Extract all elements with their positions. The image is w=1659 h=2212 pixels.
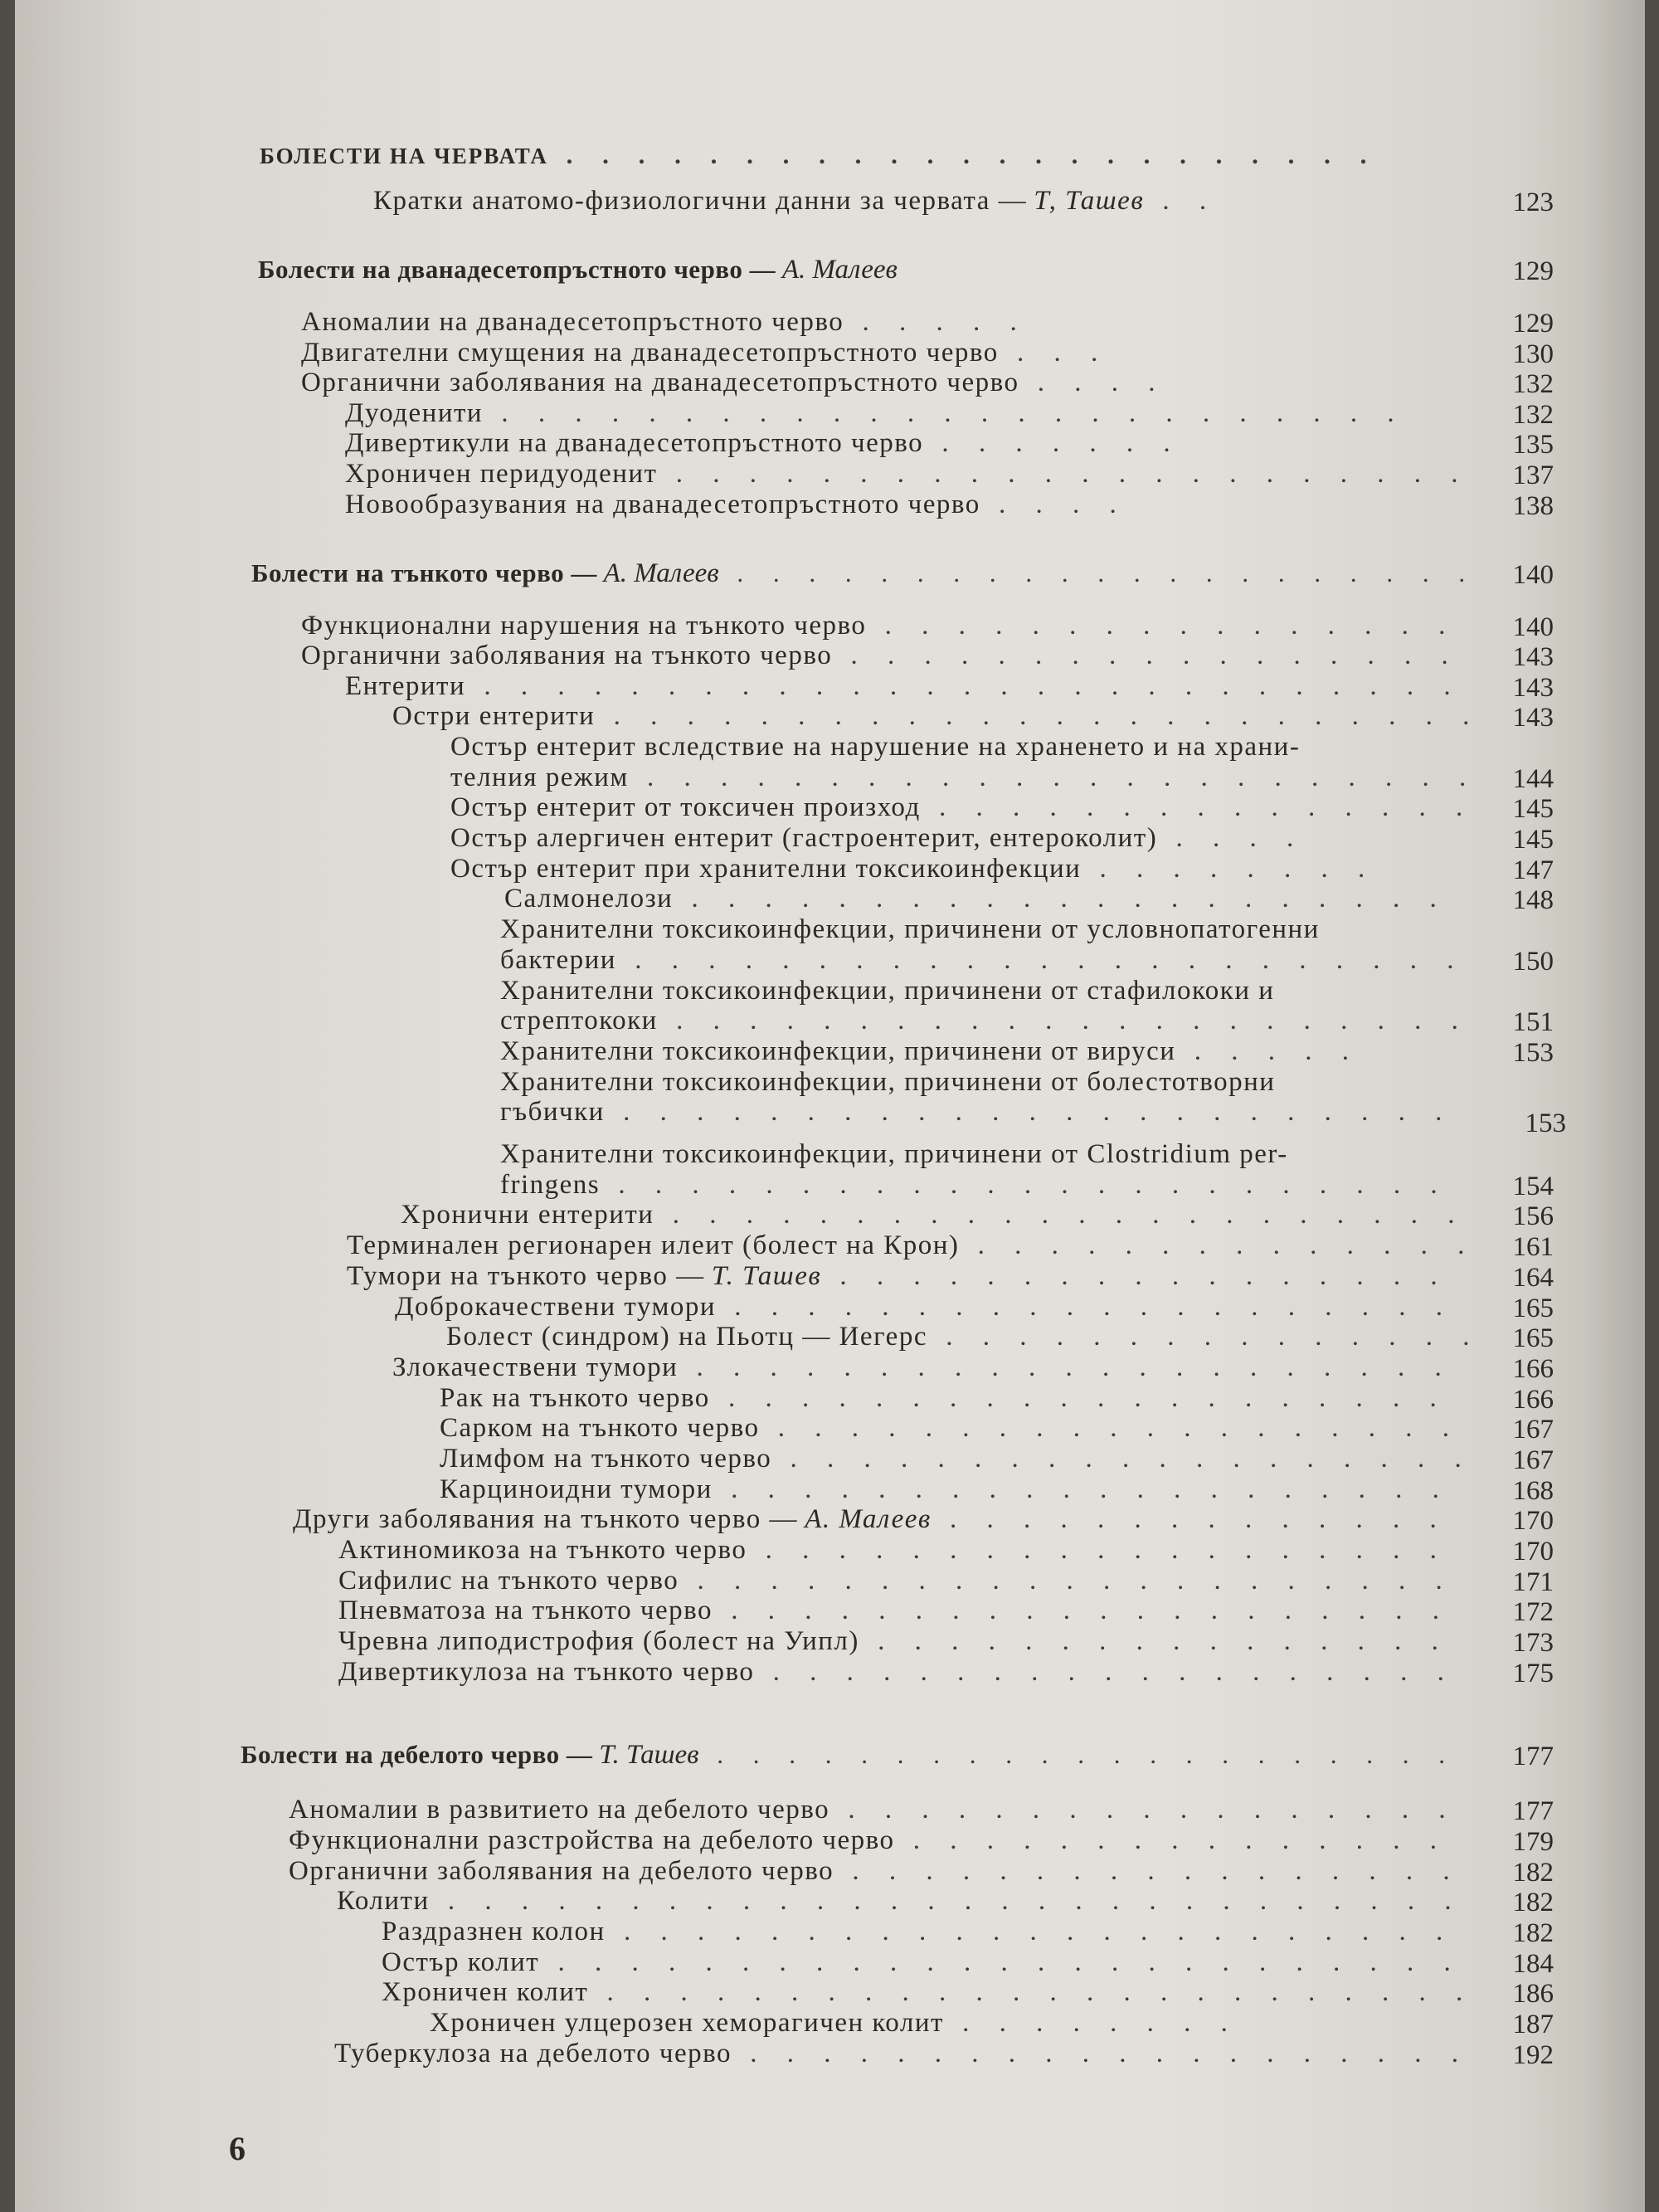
toc-entry: Органични заболявания на тънкото черво . . . . . . . . . . . . . . . . .	[301, 641, 1460, 670]
toc-entry	[500, 975, 1274, 1006]
toc-page-number: 129	[1512, 256, 1554, 286]
toc-page-number: 170	[1512, 1506, 1554, 1536]
toc-page-number: 175	[1512, 1659, 1554, 1688]
toc-page-number: 186	[1512, 1979, 1554, 2009]
toc-entry: Тумори на тънкото черво — Т. Ташев . . . . . . . . . . . . . . . . .	[347, 1261, 1449, 1291]
toc-entry: Хроничен улцерозен хеморагичен колит . . . . . . . .	[430, 2008, 1239, 2038]
toc-entry: Аномалии на дванадесетопръстното черво . . . . .	[301, 307, 1029, 337]
toc-page-number: 166	[1512, 1354, 1554, 1384]
toc-entry: fringens . . . . . . . . . . . . . . . . . . . . . . .	[500, 1170, 1449, 1200]
toc-page-number: 170	[1512, 1537, 1554, 1566]
toc-entry: Аномалии в развитието на дебелото черво . . . . . . . . . . . . . . . . .	[289, 1795, 1457, 1825]
toc-entry-text: Хранителни токсикоинфекции, причинени от условнопатогенни	[500, 914, 1320, 944]
toc-entry-text: Дивертикули на дванадесетопръстното черво	[345, 428, 924, 458]
toc-entry-text: Остър алергичен ентерит (гастроентерит, ентероколит)	[450, 823, 1158, 853]
toc-entry: Хроничен перидуоденит . . . . . . . . . . . . . . . . . . . . . .	[345, 459, 1470, 489]
toc-page-number: 164	[1512, 1263, 1554, 1293]
toc-entry-text: Остър ентерит при хранителни токсикоинфекции	[450, 854, 1082, 884]
toc-page-number: 138	[1512, 491, 1554, 521]
toc-entry-text: Остър ентерит от токсичен произход	[450, 792, 921, 822]
toc-entry-author: Т. Ташев	[599, 1740, 699, 1770]
toc-entry	[500, 1138, 1288, 1170]
toc-page-number: 182	[1512, 1918, 1554, 1948]
toc-entry: Остър алергичен ентерит (гастроентерит, ентероколит) . . . .	[450, 823, 1306, 853]
toc-page-number: 172	[1512, 1597, 1554, 1627]
toc-entry-text: БОЛЕСТИ НА ЧЕРВАТА	[260, 144, 548, 168]
toc-entry-author: Т. Ташев	[711, 1261, 822, 1291]
toc-page-number: 137	[1512, 460, 1554, 490]
toc-page-number: 145	[1512, 825, 1554, 855]
toc-page-number: 161	[1512, 1232, 1554, 1262]
toc-entry	[500, 1066, 1275, 1098]
toc-entry-text: Органични заболявания на дебелото черво	[289, 1856, 834, 1886]
toc-entry: Карциноидни тумори . . . . . . . . . . . . . . . . . . . .	[440, 1474, 1451, 1504]
toc-entry-text: Кратки анатомо-физиологични данни за червата —	[373, 186, 1028, 216]
toc-entry-text: Аномалии в развитието на дебелото черво	[289, 1795, 830, 1825]
toc-page-number: 153	[1512, 1038, 1554, 1068]
toc-entry: Кратки анатомо-физиологични данни за червата — Т, Ташев . .	[373, 186, 1219, 216]
toc-entry: Органични заболявания на дебелото черво . . . . . . . . . . . . . . . . .	[289, 1856, 1462, 1886]
toc-entry-text: Терминален регионарен илеит (болест на Крон)	[347, 1230, 960, 1260]
toc-page-number: 143	[1512, 703, 1554, 733]
toc-entry-text: Колити	[337, 1886, 430, 1916]
toc-entry: Злокачествени тумори . . . . . . . . . . . . . . . . . . . . .	[392, 1352, 1453, 1382]
toc-entry: Терминален регионарен илеит (болест на Крон) . . . . . . . . . . . . . .	[347, 1230, 1477, 1260]
toc-page-number: 145	[1512, 794, 1554, 824]
toc-page-number: 166	[1512, 1385, 1554, 1415]
toc-chapter-heading: Болести на тънкото черво — А. Малеев . . . . . . . . . . . . . . . . . . . . .	[251, 558, 1477, 588]
toc-entry-text: гъбички	[500, 1097, 605, 1127]
toc-entry-text: Сифилис на тънкото черво	[338, 1566, 679, 1596]
toc-section-heading: БОЛЕСТИ НА ЧЕРВАТА . . . . . . . . . . . . . . . . . . . . . . .	[260, 140, 1379, 169]
toc-page-number: 140	[1512, 560, 1554, 590]
toc-page-number: 173	[1512, 1628, 1554, 1658]
toc-entry-text: Аномалии на дванадесетопръстното черво	[301, 307, 844, 337]
toc-chapter-heading	[258, 254, 898, 285]
toc-entry: Ентерити . . . . . . . . . . . . . . . . . . . . . . . . . . .	[345, 671, 1462, 701]
toc-page-number: 123	[1512, 188, 1554, 217]
toc-entry-text: Остър колит	[382, 1947, 540, 1977]
toc-entry: Хронични ентерити . . . . . . . . . . . . . . . . . . . . . .	[401, 1200, 1467, 1230]
toc-entry: Сарком на тънкото черво . . . . . . . . . . . . . . . . . . .	[440, 1413, 1461, 1443]
toc-entry: Дивертикулоза на тънкото черво . . . . . . . . . . . . . . . . . . .	[338, 1657, 1456, 1687]
toc-entry-text: Лимфом на тънкото черво	[440, 1444, 772, 1474]
toc-entry-text: Туберкулоза на дебелото черво	[334, 2039, 732, 2068]
toc-entry: Актиномикоза на тънкото черво . . . . . . . . . . . . . . . . . . .	[338, 1535, 1448, 1565]
toc-page-number: 177	[1512, 1796, 1554, 1826]
toc-page-number: 182	[1512, 1888, 1554, 1917]
toc-entry-text: Хранителни токсикоинфекции, причинени от вируси	[500, 1036, 1176, 1066]
toc-entry-text: Актиномикоза на тънкото черво	[338, 1535, 747, 1565]
toc-entry: Лимфом на тънкото черво . . . . . . . . . . . . . . . . . . .	[440, 1444, 1473, 1474]
toc-entry: Органични заболявания на дванадесетопръстното черво . . . .	[301, 368, 1167, 397]
toc-page-number: 165	[1512, 1294, 1554, 1323]
toc-entry-text: Хронични ентерити	[401, 1200, 654, 1230]
toc-entry: бактерии . . . . . . . . . . . . . . . . . . . . . . .	[500, 945, 1466, 975]
table-of-contents	[15, 0, 1645, 2212]
toc-entry-text: Карциноидни тумори	[440, 1474, 713, 1504]
toc-page-number: 179	[1512, 1827, 1554, 1857]
toc-page-number: 150	[1512, 947, 1554, 977]
toc-page-number: 153	[1525, 1108, 1566, 1138]
toc-page-number: 184	[1512, 1949, 1554, 1979]
toc-entry-text: Болести на дебелото черво —	[241, 1740, 593, 1769]
toc-entry: Дуоденити . . . . . . . . . . . . . . . . . . . . . . . . .	[345, 398, 1406, 428]
toc-page-number: 143	[1512, 673, 1554, 703]
toc-entry-text: Дуоденити	[345, 398, 484, 428]
toc-page-number: 129	[1512, 309, 1554, 339]
toc-entry: Функционални разстройства на дебелото черво . . . . . . . . . . . . . . .	[289, 1825, 1449, 1855]
toc-page-number: 168	[1512, 1476, 1554, 1506]
toc-entry-text: Пневматоза на тънкото черво	[338, 1596, 713, 1625]
toc-entry-text: Хранителни токсикоинфекции, причинени от стафилококи и	[500, 976, 1275, 1006]
toc-entry-text: Остър ентерит вследствие на нарушение на храненето и на храни-	[450, 732, 1301, 762]
toc-entry-text: Други заболявания на тънкото черво —	[293, 1504, 798, 1534]
toc-entry-author: А. Малеев	[781, 255, 898, 285]
toc-entry: Сифилис на тънкото черво . . . . . . . . . . . . . . . . . . . . .	[338, 1566, 1454, 1596]
toc-page-number: 140	[1512, 612, 1554, 642]
toc-entry	[450, 731, 1300, 763]
toc-entry: Хроничен колит . . . . . . . . . . . . . . . . . . . . . . . .	[382, 1977, 1475, 2007]
toc-entry-text: Органични заболявания на тънкото черво	[301, 641, 833, 670]
toc-entry-text: Хранителни токсикоинфекции, причинени от болестотворни	[500, 1067, 1276, 1097]
toc-entry: телния режим . . . . . . . . . . . . . . . . . . . . . . .	[450, 763, 1478, 792]
toc-entry: Функционални нарушения на тънкото черво . . . . . . . . . . . . . . . .	[301, 611, 1457, 641]
page-number: 6	[229, 2130, 246, 2167]
toc-entry: Хранителни токсикоинфекции, причинени от вируси . . . . .	[500, 1036, 1360, 1066]
toc-page-number: 156	[1512, 1201, 1554, 1231]
toc-entry-text: Болести на дванадесетопръстното черво —	[258, 255, 776, 284]
toc-entry-author: А. Малеев	[603, 558, 719, 588]
toc-entry-text: Рак на тънкото черво	[440, 1383, 710, 1413]
toc-page-number: 132	[1512, 400, 1554, 430]
toc-entry: Болест (синдром) на Пьотц — Иегерс . . . . . . . . . . . . . . .	[446, 1322, 1481, 1352]
toc-entry: гъбички . . . . . . . . . . . . . . . . . . . . . . .	[500, 1097, 1454, 1127]
toc-page-number: 132	[1512, 369, 1554, 399]
toc-entry-text: Хроничен перидуоденит	[345, 459, 658, 489]
toc-entry: Двигателни смущения на дванадесетопръстното черво . . .	[301, 338, 1110, 368]
toc-entry-text: Функционални разстройства на дебелото черво	[289, 1825, 895, 1855]
toc-entry-text: Сарком на тънкото черво	[440, 1413, 760, 1443]
toc-entry-text: Ентерити	[345, 671, 466, 701]
toc-entry-text: Салмонелози	[504, 884, 674, 914]
toc-entry-text: Двигателни смущения на дванадесетопръстното черво	[301, 338, 999, 368]
toc-entry-text: Хранителни токсикоинфекции, причинени от Clostridium per-	[500, 1139, 1288, 1169]
toc-entry: Новообразувания на дванадесетопръстното черво . . . .	[345, 490, 1128, 519]
toc-entry-text: Органични заболявания на дванадесетопръстното черво	[301, 368, 1019, 397]
toc-entry: Остри ентерити . . . . . . . . . . . . . . . . . . . . . . . .	[392, 701, 1481, 731]
toc-entry-author: Т, Ташев	[1034, 186, 1145, 216]
toc-page-number: 187	[1512, 2010, 1554, 2039]
toc-entry: стрептококи . . . . . . . . . . . . . . . . . . . . . .	[500, 1006, 1470, 1035]
toc-entry-text: стрептококи	[500, 1006, 658, 1035]
toc-entry-text: Функционални нарушения на тънкото черво	[301, 611, 867, 641]
toc-page-number: 154	[1512, 1172, 1554, 1201]
toc-entry: Остър ентерит при хранителни токсикоинфекции . . . . . . . .	[450, 854, 1377, 884]
toc-page-number: 165	[1512, 1323, 1554, 1353]
toc-entry-text: Тумори на тънкото черво —	[347, 1261, 705, 1291]
toc-entry-text: Хроничен колит	[382, 1977, 589, 2007]
toc-entry-text: Злокачествени тумори	[392, 1352, 679, 1382]
toc-entry	[500, 914, 1320, 945]
toc-entry-text: Дивертикулоза на тънкото черво	[338, 1657, 755, 1687]
toc-page-number: 151	[1512, 1007, 1554, 1037]
toc-page-number: 130	[1512, 339, 1554, 369]
toc-entry: Остър колит . . . . . . . . . . . . . . . . . . . . . . . . .	[382, 1947, 1462, 1977]
toc-entry-text: Болести на тънкото черво —	[251, 558, 597, 587]
toc-entry-author: А. Малеев	[805, 1504, 932, 1534]
toc-entry-text: бактерии	[500, 945, 616, 975]
toc-entry-text: Хроничен улцерозен хеморагичен колит	[430, 2008, 944, 2038]
toc-entry: Дивертикули на дванадесетопръстното черво . . . . . . .	[345, 428, 1182, 458]
toc-chapter-heading: Болести на дебелото черво — Т. Ташев . . . . . . . . . . . . . . . . . . . . .	[241, 1740, 1457, 1770]
toc-entry: Други заболявания на тънкото черво — А. Малеев . . . . . . . . . . . . . .	[293, 1504, 1448, 1534]
toc-page-number: 167	[1512, 1415, 1554, 1445]
toc-entry: Остър ентерит от токсичен произход . . . . . . . . . . . . . . .	[450, 792, 1475, 822]
toc-entry-text: fringens	[500, 1170, 601, 1200]
toc-entry-text: Болест (синдром) на Пьотц — Иегерс	[446, 1322, 927, 1352]
toc-page-number: 177	[1512, 1742, 1554, 1771]
toc-entry: Чревна липодистрофия (болест на Уипл) . . . . . . . . . . . . . . . .	[338, 1626, 1450, 1656]
toc-entry: Рак на тънкото черво . . . . . . . . . . . . . . . . . . . .	[440, 1383, 1448, 1413]
toc-entry-text: Новообразувания на дванадесетопръстното черво	[345, 490, 980, 519]
toc-page-number: 148	[1512, 885, 1554, 915]
toc-page-number: 143	[1512, 642, 1554, 672]
toc-entry: Салмонелози . . . . . . . . . . . . . . . . . . . . .	[504, 884, 1448, 914]
toc-page-number: 167	[1512, 1445, 1554, 1475]
toc-entry: Раздразнен колон . . . . . . . . . . . . . . . . . . . . . . .	[382, 1917, 1455, 1946]
toc-page-number: 182	[1512, 1858, 1554, 1888]
toc-entry-text: Доброкачествени тумори	[395, 1292, 716, 1322]
toc-entry-text: телния режим	[450, 763, 629, 792]
toc-page-number: 171	[1512, 1567, 1554, 1597]
toc-entry: Пневматоза на тънкото черво . . . . . . . . . . . . . . . . . . . .	[338, 1596, 1451, 1625]
book-page	[15, 0, 1645, 2212]
toc-entry: Доброкачествени тумори . . . . . . . . . . . . . . . . . . . .	[395, 1292, 1454, 1322]
toc-page-number: 135	[1512, 430, 1554, 460]
toc-entry-text: Чревна липодистрофия (болест на Уипл)	[338, 1626, 859, 1656]
toc-page-number: 147	[1512, 855, 1554, 885]
toc-page-number: 192	[1512, 2040, 1554, 2070]
toc-entry-text: Раздразнен колон	[382, 1917, 606, 1946]
toc-entry-text: Остри ентерити	[392, 701, 596, 731]
toc-page-number: 144	[1512, 764, 1554, 794]
toc-entry: Колити . . . . . . . . . . . . . . . . . . . . . . . . . . . .	[337, 1886, 1463, 1916]
toc-entry: Туберкулоза на дебелото черво . . . . . . . . . . . . . . . . . . . .	[334, 2039, 1470, 2068]
